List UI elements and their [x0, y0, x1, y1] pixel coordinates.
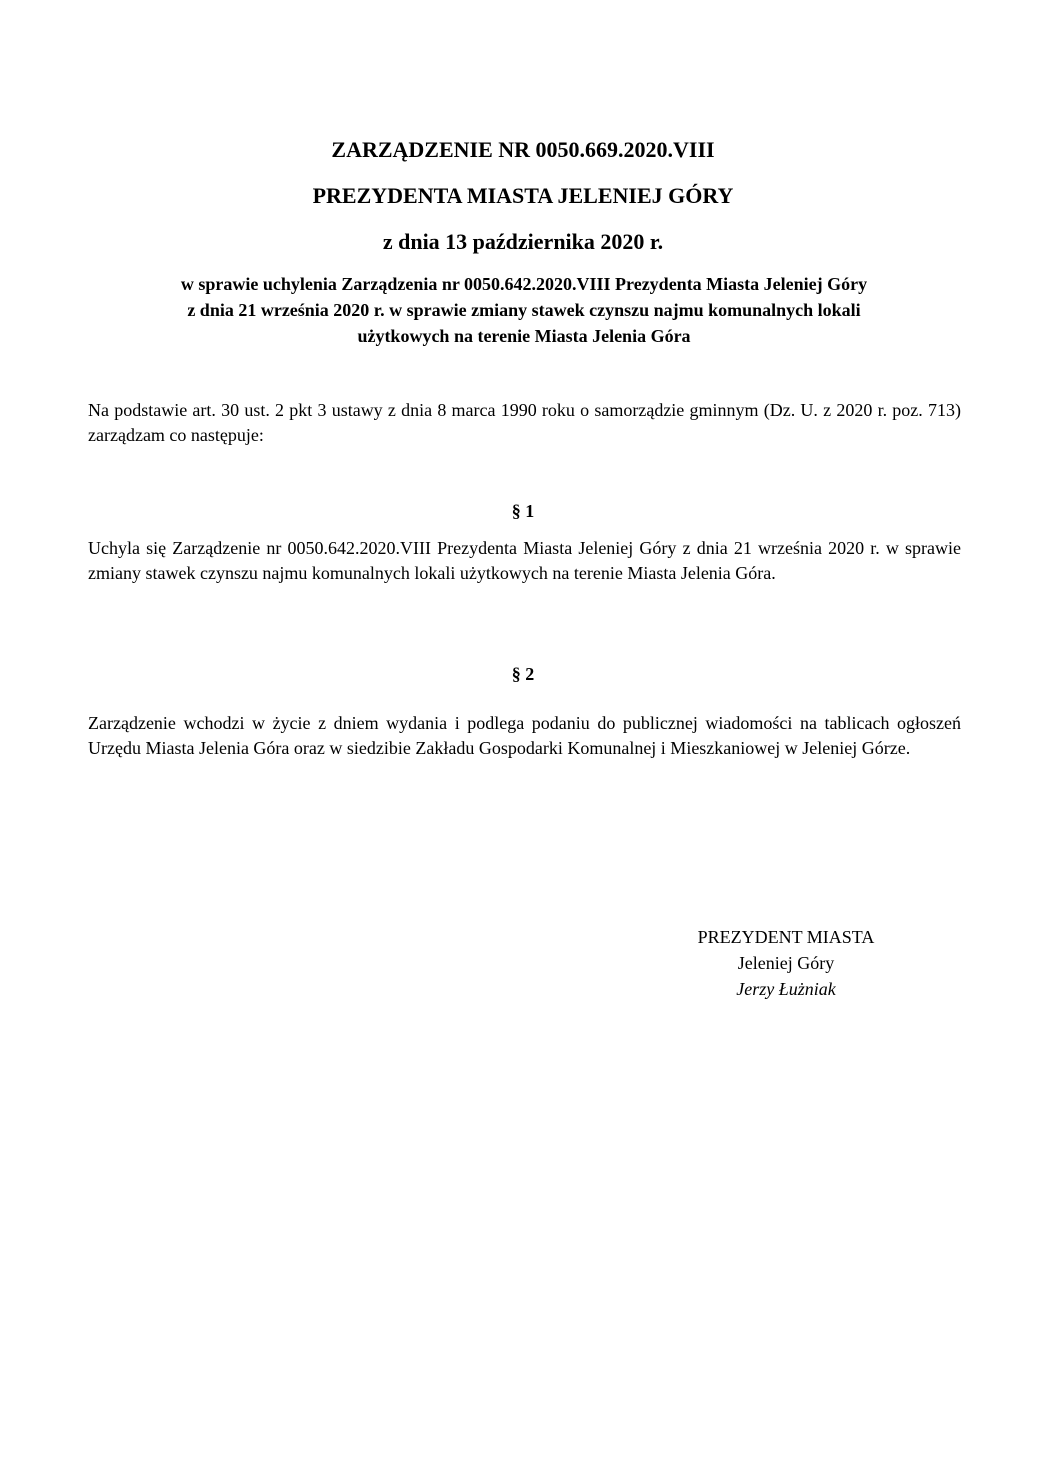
section-2-label: § 2 — [511, 664, 535, 684]
section-1-text: Uchyla się Zarządzenie nr 0050.642.2020.VIII Prezydenta Miasta Jeleniej Góry z dnia 21 września 2020 r. w sprawie zmiany stawek czynszu najmu komunalnych lokali użytkowych na terenie Miasta Jelenia Góra. — [88, 538, 961, 583]
legal-basis: Na podstawie art. 30 ust. 2 pkt 3 ustawy z dnia 8 marca 1990 roku o samorządzie gminnym (Dz. U. z 2020 r. poz. 713) zarządzam co następuje: — [88, 400, 961, 445]
section-1-label: § 1 — [511, 501, 535, 521]
subject-line: w sprawie uchylenia Zarządzenia nr 0050.642.2020.VIII Prezydenta Miasta Jeleniej Góry — [180, 274, 868, 294]
subject-line: użytkowych na terenie Miasta Jelenia Góra — [357, 326, 691, 346]
issuer: PREZYDENTA MIASTA JELENIEJ GÓRY — [312, 183, 734, 208]
signature-city: Jeleniej Góry — [737, 953, 835, 973]
signature-block — [660, 924, 912, 1002]
subject — [88, 271, 960, 349]
ordinance-number: ZARZĄDZENIE NR 0050.669.2020.VIII — [331, 137, 715, 162]
signature-name: Jerzy Łużniak — [736, 979, 836, 999]
ordinance-date: z dnia 13 października 2020 r. — [382, 229, 664, 254]
signature-title: PREZYDENT MIASTA — [697, 927, 875, 947]
subject-line: z dnia 21 września 2020 r. w sprawie zmiany stawek czynszu najmu komunalnych lokali — [187, 300, 861, 320]
section-2-text: Zarządzenie wchodzi w życie z dniem wydania i podlega podaniu do publicznej wiadomości na tablicach ogłoszeń Urzędu Miasta Jelenia Góra oraz w siedzibie Zakładu Gospodarki Komunalnej i Mieszkaniowej w Jeleniej Górze. — [88, 713, 961, 758]
